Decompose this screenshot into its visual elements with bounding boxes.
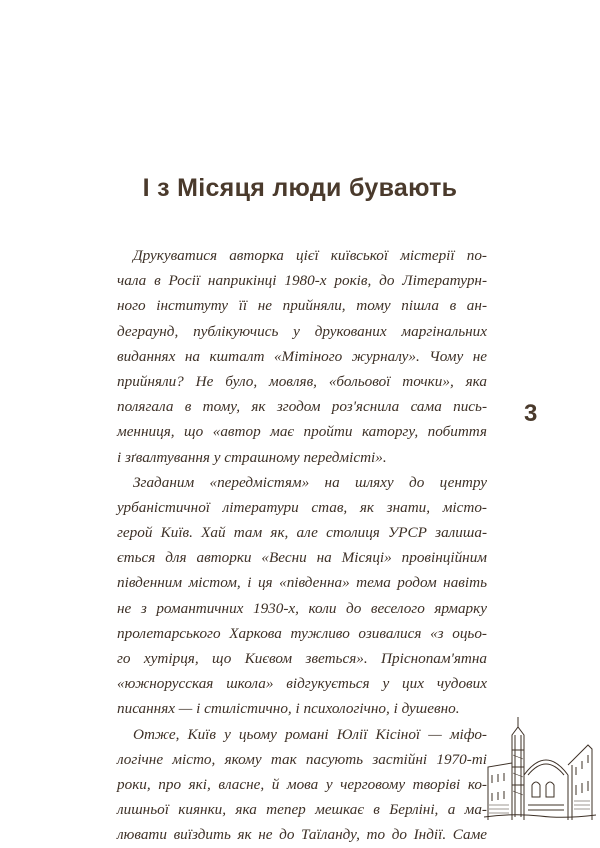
text-line: деграунд, публікуючись у друкованих маргінальних xyxy=(117,322,487,340)
text-line: південним містом, і ця «південна» тема родом навіть xyxy=(117,574,487,592)
city-sketch-illustration xyxy=(484,705,596,820)
text-line: го хутірця, що Києвом зветься». Пріснопам'ятна xyxy=(117,650,487,667)
text-line: урбаністичної літератури став, як знати, місто- xyxy=(117,498,487,516)
text-line: ного інституту її не прийняли, тому пішла в ан- xyxy=(117,297,487,315)
text-line: Отже, Київ у цьому романі Юлії Кісіної — міфо- xyxy=(133,725,487,743)
text-line: роки, про які, власне, й мова у черговому творіві ко- xyxy=(117,775,487,793)
text-line: лювати виїздить як не до Таїланду, то до Індії. Саме xyxy=(117,826,487,844)
text-line: і зґвалтування у страшному передмісті». xyxy=(117,448,387,466)
text-line: менниця, що «автор має пройти каторгу, побиття xyxy=(117,423,487,441)
text-line: «южнорусская школа» відгукується у цих чудових xyxy=(117,675,487,693)
text-line: лишньої киянки, яка тепер мешкає в Берліні, а ма- xyxy=(117,801,487,819)
text-line: логічне місто, якому так пасують застійні 1970-ті xyxy=(117,750,487,768)
page-title: І з Місяця люди бувають xyxy=(142,174,458,202)
text-line: Друкуватися авторка цієї київської містерії по- xyxy=(133,247,487,264)
text-line: ється для авторки «Весни на Місяці» провінційним xyxy=(117,549,487,567)
body-text xyxy=(117,243,487,848)
text-line: чала в Росії наприкінці 1980-х років, до Літературн- xyxy=(117,272,487,290)
text-line: полягала в тому, як згодом роз'яснила сама пись- xyxy=(117,398,487,416)
text-line: не з романтичних 1930-х, коли до веселого ярмарку xyxy=(117,599,487,617)
text-line: Згаданим «передмістям» на шляху до центру xyxy=(133,473,487,491)
text-line: герой Київ. Хай там як, але столиця УРСР залиша- xyxy=(117,524,487,542)
text-line: пролетарського Харкова тужливо озивалися «з оцьо- xyxy=(117,624,487,642)
text-line: виданнях на кшталт «Мітіного журналу». Чому не xyxy=(117,347,487,365)
text-line: писаннях — і стилістично, і психологічно, і душевно. xyxy=(117,700,460,718)
text-line: прийняли? Не було, мовляв, «больової точки», яка xyxy=(117,372,487,390)
page-number: 3 xyxy=(524,400,538,427)
